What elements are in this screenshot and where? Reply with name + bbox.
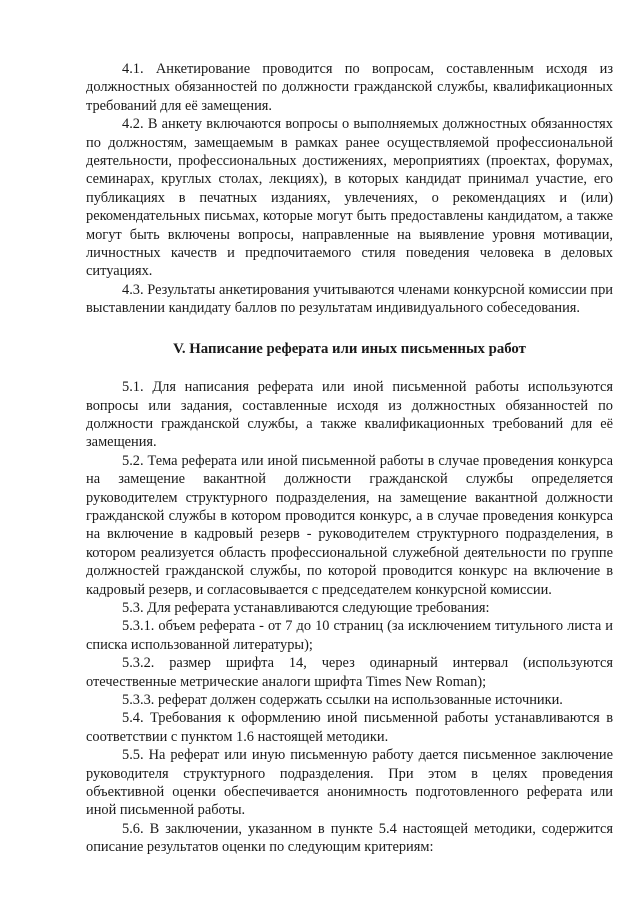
paragraph-5-5: 5.5. На реферат или иную письменную работу дается письменное заключение руководителя структурного подразделения. При этом в целях проведения объективной оценки обеспечивается анонимность подготовленного реферата или иной письменной работы. bbox=[86, 747, 613, 819]
paragraph-5-6: 5.6. В заключении, указанном в пункте 5.4 настоящей методики, содержится описание результатов оценки по следующим критериям: bbox=[86, 820, 613, 856]
paragraph-4-1: 4.1. Анкетирование проводится по вопросам, составленным исходя из должностных обязанностей по должности гражданской службы, квалификационных требований для её замещения. bbox=[86, 61, 613, 114]
paragraph-5-1: 5.1. Для написания реферата или иной письменной работы используются вопросы или задания, составленные исходя из должностных обязанностей по должности гражданской службы, а также квалификационных требований для её замещения. bbox=[86, 379, 613, 451]
section-heading: V. Написание реферата или иных письменных работ bbox=[173, 340, 526, 357]
paragraph-5-3-3: 5.3.3. реферат должен содержать ссылки на использованные источники. bbox=[122, 692, 563, 708]
paragraph-5-3-2: 5.3.2. размер шрифта 14, через одинарный интервал (используются отечественные метрические аналоги шрифта Times New Roman); bbox=[86, 655, 613, 690]
paragraph-5-3-1: 5.3.1. объем реферата - от 7 до 10 страниц (за исключением титульного листа и списка использованной литературы); bbox=[86, 618, 613, 653]
paragraph-5-2: 5.2. Тема реферата или иной письменной работы в случае проведения конкурса на замещение вакантной должности гражданской службы определяется руководителем структурного подразделения, на замещение вакантной должности гражданской службы в котором проводится конкурс, а в случае проведения конкурса на включение в кадровый резерв - руководителем структурного подразделения, в котором реализуется область профессиональной служебной деятельности по группе должностей гражданской службы, по которой проводится конкурс на включение в кадровый резерв, и согласовывается с председателем конкурсной комиссии. bbox=[86, 452, 613, 598]
paragraph-4-2: 4.2. В анкету включаются вопросы о выполняемых должностных обязанностях по должностям, замещаемым в рамках ранее осуществляемой профессиональной деятельности, профессиональных достижениях, мероприятиях (проектах, форумах, семинарах, круглых столах, лекциях), в которых кандидат принимал участие, его публикациях в печатных изданиях, увлечениях, о рекомендациях и (или) рекомендательных письмах, которые могут быть предоставлены кандидатом, а также могут быть включены вопросы, направленные на выявление уровня мотивации, личностных качеств и предпочитаемого стиля поведения человека в деловых ситуациях. bbox=[86, 116, 613, 280]
paragraph-5-3: 5.3. Для реферата устанавливаются следующие требования: bbox=[122, 599, 490, 616]
document-body bbox=[86, 60, 613, 857]
paragraph-4-3: 4.3. Результаты анкетирования учитываются членами конкурсной комиссии при выставлении кандидату баллов по результатам индивидуального собеседования. bbox=[86, 281, 613, 317]
paragraph-5-4: 5.4. Требования к оформлению иной письменной работы устанавливаются в соответствии с пунктом 1.6 настоящей методики. bbox=[86, 710, 613, 745]
